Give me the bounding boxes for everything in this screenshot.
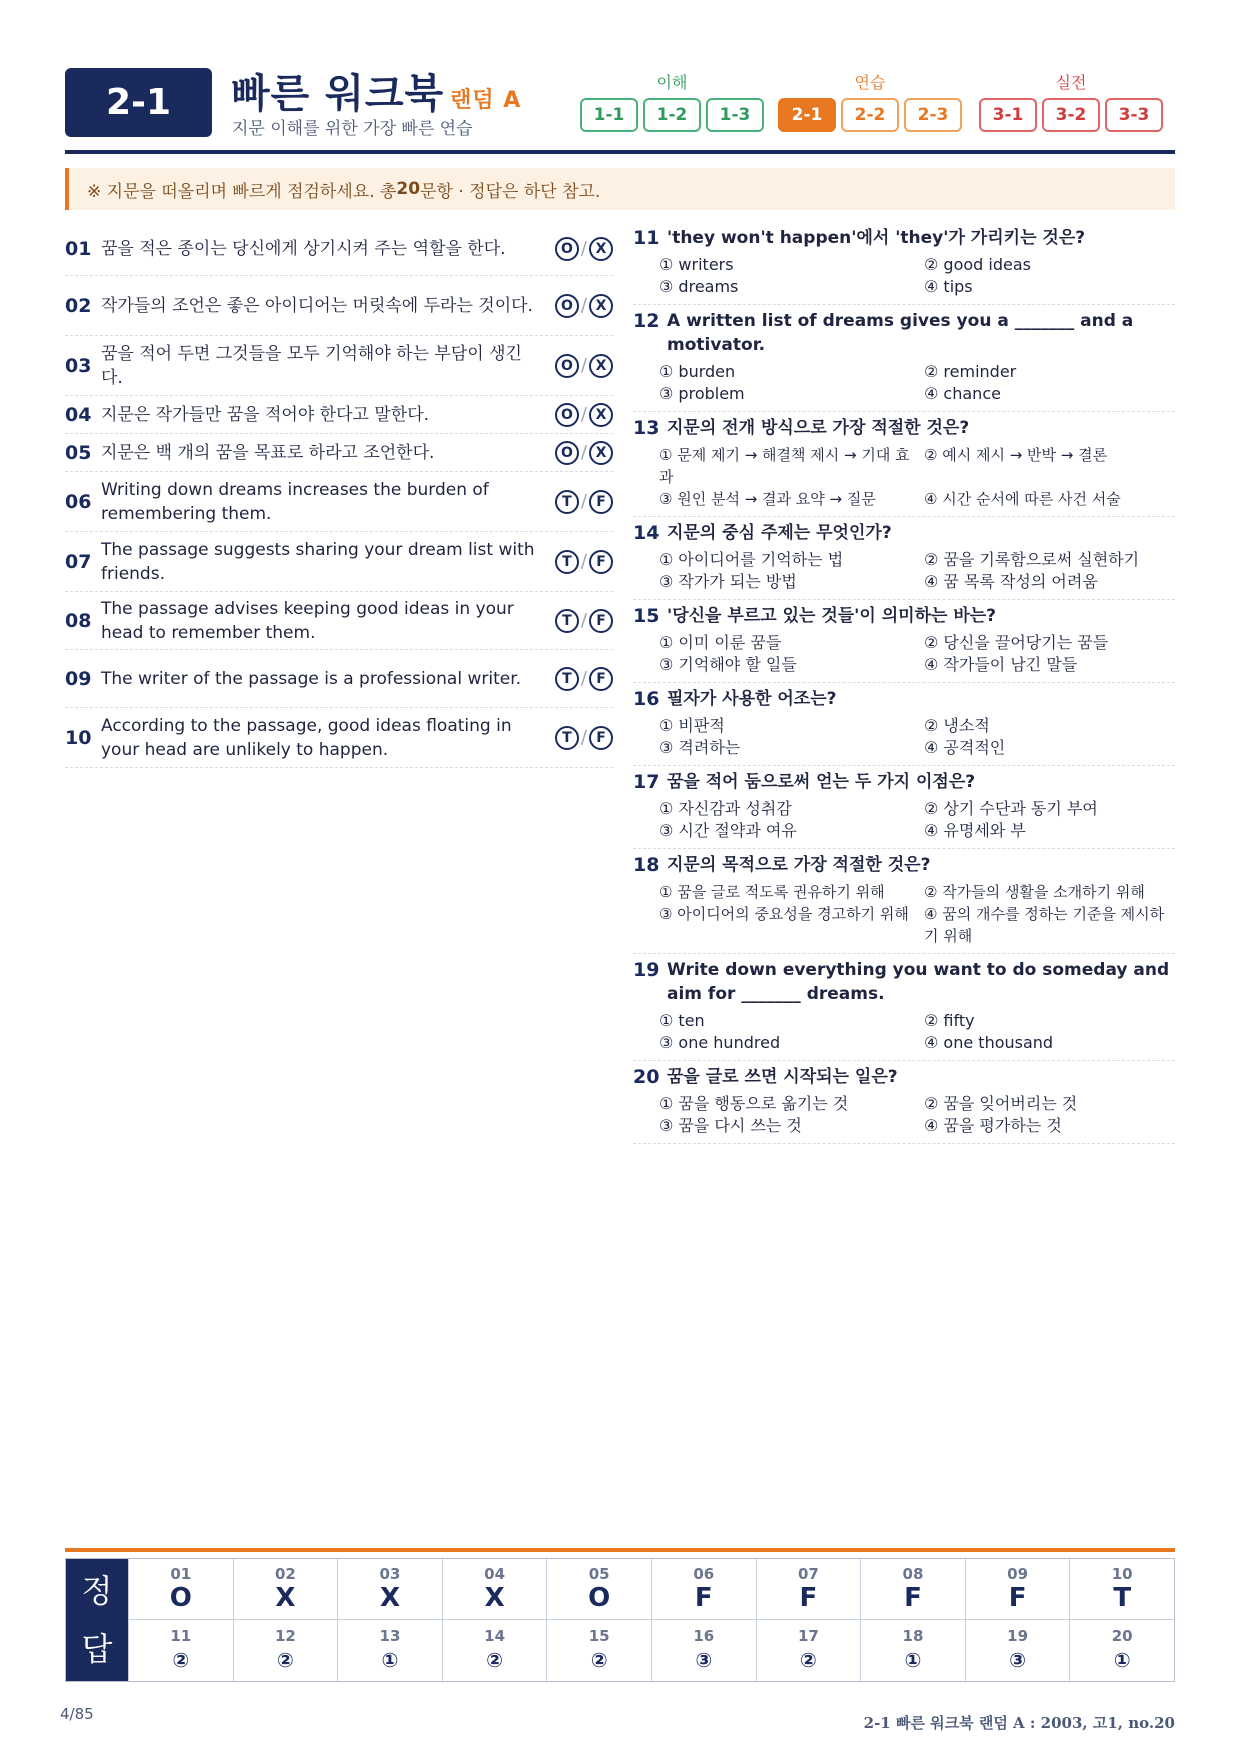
stage-chip-1-3[interactable]: 1-3 [706, 98, 764, 132]
answer-cell [233, 1559, 338, 1620]
answer-value: ③ [1009, 1647, 1027, 1672]
answer-cell [860, 1620, 965, 1681]
question-text: 꿈을 적은 종이는 당신에게 상기시켜 주는 역할을 한다. [101, 238, 506, 259]
option-x-circle[interactable]: X [589, 237, 613, 261]
answer-cell [442, 1559, 547, 1620]
footer-reference: 2-1 빠른 워크북 랜덤 A : 2003, 고1, no.20 [863, 1714, 1175, 1732]
answer-cell [546, 1559, 651, 1620]
option[interactable]: ③ problem [659, 384, 745, 403]
option[interactable]: ① 비판적 [659, 716, 725, 735]
option[interactable]: ④ 작가들이 남긴 말들 [924, 655, 1078, 674]
question-number: 02 [65, 294, 92, 317]
header-divider [65, 150, 1175, 154]
ox-item: 05 지문은 백 개의 꿈을 목표로 하라고 조언한다. O / X [65, 434, 613, 472]
option-f-circle[interactable]: F [589, 550, 613, 574]
answer-cell [860, 1559, 965, 1620]
stage-chip-3-1[interactable]: 3-1 [979, 98, 1037, 132]
option[interactable]: ① ten [659, 1011, 705, 1030]
option-f-circle[interactable]: F [589, 609, 613, 633]
mc-item [633, 954, 1175, 1061]
ox-question-list [65, 222, 613, 768]
answer-cell [442, 1620, 547, 1681]
option-x-circle[interactable]: X [589, 294, 613, 318]
option[interactable]: ② good ideas [924, 255, 1031, 274]
option[interactable]: ④ one thousand [924, 1033, 1054, 1052]
answer-cell [1069, 1620, 1174, 1681]
question-text: 꿈을 글로 쓰면 시작되는 일은? [667, 1067, 898, 1087]
option[interactable]: ③ dreams [659, 277, 739, 296]
stage-practice [778, 70, 962, 132]
answer-number: 16 [693, 1626, 715, 1645]
answer-number: 19 [1007, 1626, 1029, 1645]
option-x-circle[interactable]: X [589, 441, 613, 465]
ox-item: 09 The writer of the passage is a professional writer. T / F [65, 650, 613, 708]
question-text: '당신을 부르고 있는 것들'이 의미하는 바는? [667, 606, 997, 626]
option[interactable]: ② 당신을 끌어당기는 꿈들 [924, 633, 1109, 652]
question-number: 13 [633, 417, 660, 439]
answer-value: ② [276, 1647, 294, 1672]
answer-value: F [694, 1583, 713, 1613]
answer-value: ② [486, 1647, 504, 1672]
notice-prefix: ※ 지문을 떠올리며 빠르게 점검하세요. 총 [87, 181, 397, 202]
question-text: According to the passage, good ideas floating in your head are unlikely to happen. [101, 715, 512, 760]
answer-value: ② [590, 1647, 608, 1672]
answer-value: F [799, 1583, 818, 1613]
stage-chip-1-1[interactable]: 1-1 [580, 98, 638, 132]
option[interactable]: ③ 원인 분석 → 결과 요약 → 질문 [659, 490, 876, 508]
option[interactable]: ② 예시 제시 → 반박 → 결론 [924, 446, 1108, 464]
stage-chip-2-3[interactable]: 2-3 [904, 98, 962, 132]
option[interactable]: ② fifty [924, 1011, 975, 1030]
mc-item [633, 766, 1175, 849]
question-text: 작가들의 조언은 좋은 아이디어는 머릿속에 두라는 것이다. [101, 295, 533, 316]
notice-banner [65, 168, 1175, 210]
answer-label-bottom: 답 [81, 1630, 113, 1668]
question-number: 09 [65, 667, 92, 690]
option[interactable]: ① 이미 이룬 꿈들 [659, 633, 782, 652]
option-o-circle[interactable]: O [555, 237, 579, 261]
mc-item [633, 849, 1175, 954]
mc-question-list [633, 222, 1175, 1144]
option[interactable]: ① 꿈을 글로 적도록 권유하기 위해 [659, 883, 885, 901]
answer-value: O [169, 1583, 192, 1613]
question-number: 12 [633, 310, 660, 332]
answer-value: T [1113, 1583, 1132, 1613]
stage-label: 연습 [854, 73, 886, 92]
answer-cell [756, 1620, 861, 1681]
option[interactable]: ④ 공격적인 [924, 738, 1006, 757]
answer-cell [337, 1559, 442, 1620]
mc-item [633, 1061, 1175, 1144]
option[interactable]: ③ 격려하는 [659, 738, 741, 757]
question-text: The writer of the passage is a professional writer. [101, 668, 522, 689]
stage-chip-2-2[interactable]: 2-2 [841, 98, 899, 132]
answer-cell [337, 1620, 442, 1681]
answer-number: 11 [170, 1626, 192, 1645]
ox-item: 08 The passage advises keeping good ideas in your head to remember them. T / F [65, 592, 613, 650]
answer-value: ① [1113, 1647, 1131, 1672]
option[interactable]: ③ 시간 절약과 여유 [659, 821, 797, 840]
ox-item: 10 According to the passage, good ideas floating in your head are unlikely to happen. T / F [65, 708, 613, 768]
question-text: Write down everything you want to do someday and aim for _______ dreams. [667, 960, 1170, 1004]
option-o-circle[interactable]: O [555, 354, 579, 378]
answer-number: 06 [693, 1565, 715, 1583]
option[interactable]: ① burden [659, 362, 736, 381]
question-text: 'they won't happen'에서 'they'가 가리키는 것은? [667, 228, 1086, 248]
answer-number: 04 [484, 1565, 506, 1583]
mc-item [633, 600, 1175, 683]
option-x-circle[interactable]: X [589, 403, 613, 427]
answer-key [65, 1558, 1175, 1682]
stage-chip-1-2[interactable]: 1-2 [643, 98, 701, 132]
option-f-circle[interactable]: F [589, 667, 613, 691]
question-text: 꿈을 적어 둠으로써 얻는 두 가지 이점은? [667, 772, 976, 792]
option[interactable]: ③ 기억해야 할 일들 [659, 655, 797, 674]
answer-value: F [904, 1583, 922, 1613]
option-t-circle[interactable]: T [555, 550, 579, 574]
option-t-circle[interactable]: T [555, 609, 579, 633]
stage-chip-3-2[interactable]: 3-2 [1042, 98, 1100, 132]
option[interactable]: ④ 유명세와 부 [924, 821, 1026, 840]
option-f-circle[interactable]: F [589, 726, 613, 750]
question-number: 07 [65, 550, 92, 573]
question-text: 꿈을 적어 두면 그것들을 모두 기억해야 하는 부담이 생긴다. [101, 343, 522, 388]
option[interactable]: ③ 아이디어의 중요성을 경고하기 위해 [659, 905, 909, 923]
answer-number: 17 [797, 1626, 819, 1645]
answer-cell [651, 1559, 756, 1620]
page-subtitle: 지문 이해를 위한 가장 빠른 연습 [232, 119, 473, 139]
option-f-circle[interactable]: F [589, 490, 613, 514]
option-x-circle[interactable]: X [589, 354, 613, 378]
ox-item: 06 Writing down dreams increases the burden of remembering them. T / F [65, 472, 613, 532]
question-text: A written list of dreams gives you a _______ and a motivator. [667, 311, 1134, 355]
answer-value: X [379, 1583, 401, 1613]
answer-number: 20 [1111, 1626, 1133, 1645]
answer-label-top: 정 [81, 1572, 113, 1610]
question-text: 지문은 작가들만 꿈을 적어야 한다고 말한다. [101, 404, 430, 425]
option-o-circle[interactable]: O [555, 294, 579, 318]
option[interactable]: ② 꿈을 기록함으로써 실현하기 [924, 550, 1140, 569]
option-t-circle[interactable]: T [555, 490, 579, 514]
option[interactable]: ① 아이디어를 기억하는 법 [659, 550, 844, 569]
option[interactable]: ② 냉소적 [924, 716, 990, 735]
answer-cell [965, 1620, 1070, 1681]
answer-cell [546, 1620, 651, 1681]
answer-value: ① [381, 1647, 399, 1672]
answer-number: 01 [170, 1565, 192, 1583]
answer-value: ② [799, 1647, 817, 1672]
answer-value: O [588, 1583, 611, 1613]
title-text: 빠른 워크북 [231, 71, 445, 117]
option[interactable]: ④ 꿈을 평가하는 것 [924, 1116, 1062, 1135]
question-text: 지문의 중심 주제는 무엇인가? [667, 523, 892, 543]
answer-cell [128, 1620, 233, 1681]
mc-item [633, 412, 1175, 517]
title-suffix: 랜덤 A [450, 88, 522, 113]
option[interactable]: ③ 작가가 되는 방법 [659, 572, 797, 591]
answer-number: 10 [1111, 1565, 1133, 1583]
mc-item [633, 517, 1175, 600]
option[interactable]: ② 꿈을 잊어버리는 것 [924, 1094, 1078, 1113]
ox-item: 02 작가들의 조언은 좋은 아이디어는 머릿속에 두라는 것이다. O / X [65, 276, 613, 336]
option[interactable]: ④ chance [924, 384, 1001, 403]
page-header [65, 64, 1175, 154]
option-o-circle[interactable]: O [555, 441, 579, 465]
option-t-circle[interactable]: T [555, 726, 579, 750]
option[interactable]: ① 꿈을 행동으로 옮기는 것 [659, 1094, 849, 1113]
stage-chip-3-3[interactable]: 3-3 [1105, 98, 1163, 132]
mc-item [633, 305, 1175, 412]
question-text: 지문은 백 개의 꿈을 목표로 하라고 조언한다. [101, 442, 435, 463]
answer-number: 09 [1007, 1565, 1029, 1583]
question-number: 20 [633, 1066, 660, 1088]
question-number: 11 [633, 227, 660, 249]
unit-badge: 2-1 [65, 68, 212, 137]
notice-count: 20 [396, 179, 421, 199]
question-text: The passage suggests sharing your dream list with friends. [101, 539, 535, 584]
question-number: 18 [633, 854, 660, 876]
answer-value: F [1008, 1583, 1027, 1613]
option[interactable]: ① 자신감과 성취감 [659, 799, 792, 818]
stage-label: 실전 [1055, 73, 1087, 92]
answer-number: 14 [484, 1626, 506, 1645]
option[interactable]: ④ 꿈 목록 작성의 어려움 [924, 572, 1098, 591]
answer-value: X [484, 1583, 505, 1613]
answer-cell [651, 1620, 756, 1681]
question-text: 필자가 사용한 어조는? [667, 689, 837, 709]
answer-number: 02 [274, 1565, 296, 1583]
answer-label [66, 1559, 128, 1681]
question-number: 10 [65, 726, 92, 749]
answer-cell [233, 1620, 338, 1681]
answer-cell [756, 1559, 861, 1620]
question-number: 16 [633, 688, 660, 710]
answer-number: 12 [274, 1626, 296, 1645]
answer-cell [965, 1559, 1070, 1620]
stage-understanding [580, 70, 764, 132]
question-number: 05 [65, 441, 92, 464]
answer-number: 18 [902, 1626, 924, 1645]
mc-item [633, 222, 1175, 305]
option[interactable]: ④ 시간 순서에 따른 사건 서술 [924, 490, 1121, 508]
answer-grid [128, 1559, 1174, 1681]
answer-value: ① [904, 1647, 922, 1672]
option-t-circle[interactable]: T [555, 667, 579, 691]
question-number: 14 [633, 522, 660, 544]
option[interactable]: ② 작가들의 생활을 소개하기 위해 [924, 883, 1145, 901]
question-number: 04 [65, 403, 92, 426]
option[interactable]: ③ 꿈을 다시 쓰는 것 [659, 1116, 802, 1135]
answer-number: 07 [797, 1565, 819, 1583]
question-text: Writing down dreams increases the burden of remembering them. [101, 479, 489, 524]
question-number: 19 [633, 959, 660, 981]
option[interactable]: ① writers [659, 255, 734, 274]
notice-suffix: 문항 · 정답은 하단 참고. [420, 181, 601, 202]
ox-item: 04 지문은 작가들만 꿈을 적어야 한다고 말한다. O / X [65, 396, 613, 434]
ox-item: 07 The passage suggests sharing your dream list with friends. T / F [65, 532, 613, 592]
answer-value: X [275, 1583, 296, 1613]
option[interactable]: ④ 꿈의 개수를 정하는 기준을 제시하기 위해 [924, 905, 1165, 945]
answer-number: 15 [588, 1626, 610, 1645]
answer-number: 08 [902, 1565, 924, 1583]
answer-value: ③ [695, 1647, 713, 1672]
page-title [231, 62, 521, 119]
option[interactable]: ③ one hundred [659, 1033, 781, 1052]
question-number: 03 [65, 354, 92, 377]
answer-value: ② [172, 1647, 190, 1672]
answer-cell [1069, 1559, 1174, 1620]
question-number: 08 [65, 609, 92, 632]
question-text: 지문의 전개 방식으로 가장 적절한 것은? [667, 418, 970, 438]
ox-item: 03 꿈을 적어 두면 그것들을 모두 기억해야 하는 부담이 생긴다. O / X [65, 336, 613, 396]
answer-number: 13 [379, 1626, 401, 1645]
page-number: 4/85 [60, 1705, 94, 1723]
question-number: 15 [633, 605, 660, 627]
stage-real [979, 70, 1163, 132]
question-number: 17 [633, 771, 660, 793]
option[interactable]: ② reminder [924, 362, 1017, 381]
question-text: The passage advises keeping good ideas in your head to remember them. [101, 598, 514, 643]
option[interactable]: ① 문제 제기 → 해결책 제시 → 기대 효과 [659, 446, 910, 486]
question-text: 지문의 목적으로 가장 적절한 것은? [667, 855, 931, 875]
stage-label: 이해 [656, 73, 688, 92]
option[interactable]: ② 상기 수단과 동기 부여 [924, 799, 1098, 818]
ox-item: 01 꿈을 적은 종이는 당신에게 상기시켜 주는 역할을 한다. O / X [65, 222, 613, 276]
mc-item [633, 683, 1175, 766]
answer-number: 05 [588, 1565, 610, 1583]
option[interactable]: ④ tips [924, 277, 973, 296]
answer-divider [65, 1548, 1175, 1552]
question-number: 01 [65, 237, 92, 260]
option-o-circle[interactable]: O [555, 403, 579, 427]
question-number: 06 [65, 490, 92, 513]
answer-cell [128, 1559, 233, 1620]
stage-chip-2-1[interactable]: 2-1 [778, 98, 836, 132]
answer-number: 03 [379, 1565, 401, 1583]
